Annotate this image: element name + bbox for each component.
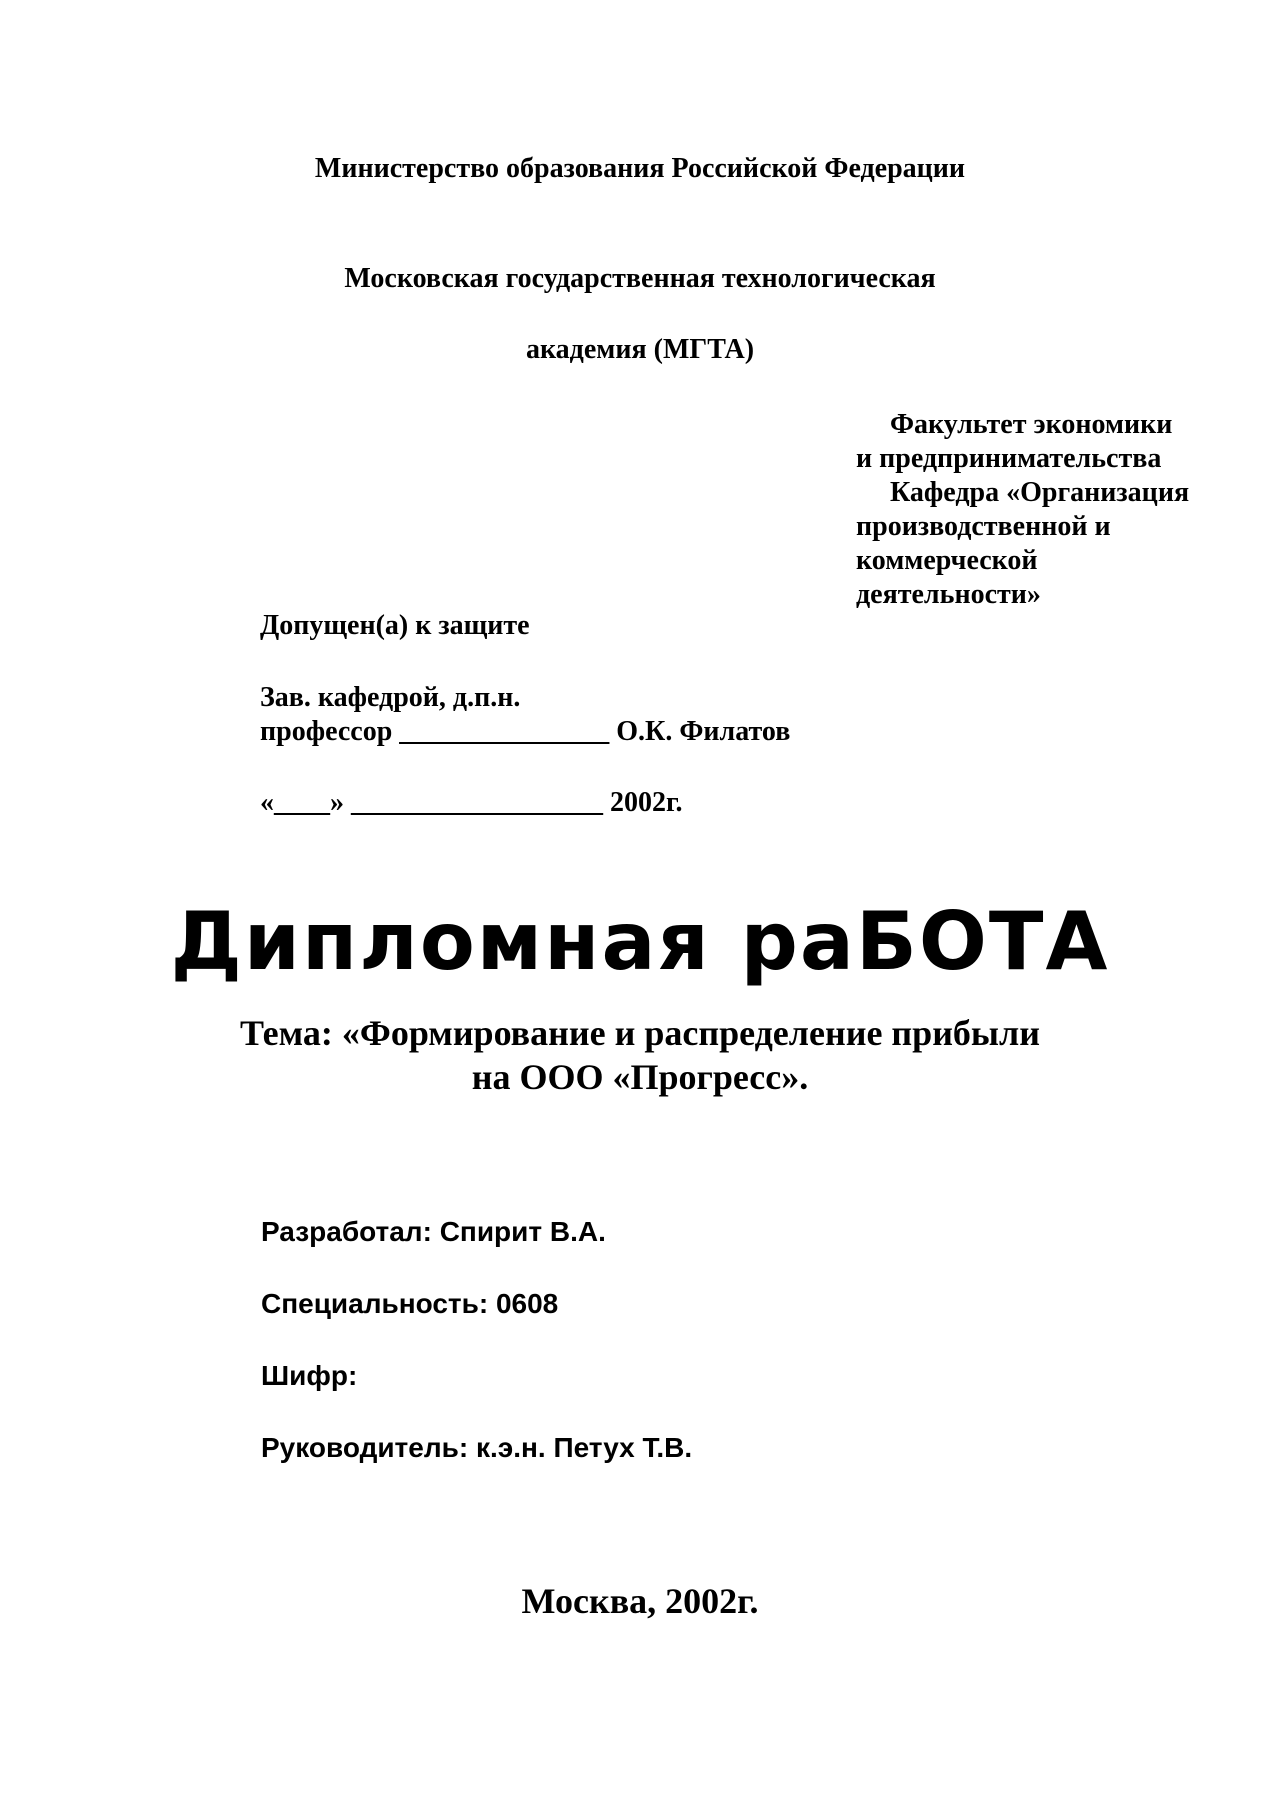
head-of-department-title: Зав. кафедрой, д.п.н. xyxy=(260,682,521,713)
admitted-to-defense: Допущен(а) к защите xyxy=(260,610,530,641)
ministry-heading: Министерство образования Российской Федерации xyxy=(314,153,966,184)
academy-name-line2: академия (МГТА) xyxy=(525,334,755,365)
city-year: Москва, 2002г. xyxy=(521,1581,759,1621)
specialty-line: Специальность: 0608 xyxy=(261,1288,559,1319)
cipher-line: Шифр: xyxy=(261,1360,358,1391)
topic-line1: Тема: «Формирование и распределение прибыли xyxy=(240,1013,1040,1053)
topic-line2: на ООО «Прогресс». xyxy=(471,1057,809,1097)
academy-name-line1: Московская государственная технологическая xyxy=(344,263,936,294)
department-line4: деятельности» xyxy=(856,579,1041,610)
thesis-title: Дипломная раБОТА xyxy=(170,895,1110,988)
department-line3: коммерческой xyxy=(856,545,1038,576)
supervisor-line: Руководитель: к.э.н. Петух Т.В. xyxy=(261,1432,693,1463)
department-line2: производственной и xyxy=(856,511,1111,542)
professor-signature-line: профессор _______________ О.К. Филатов xyxy=(260,716,791,747)
author-line: Разработал: Спирит В.А. xyxy=(261,1216,606,1247)
department-line1: Кафедра «Организация xyxy=(890,477,1190,508)
faculty-line2: и предпринимательства xyxy=(856,443,1162,474)
approval-date-line: «____» __________________ 2002г. xyxy=(260,787,683,818)
faculty-line1: Факультет экономики xyxy=(890,409,1173,440)
